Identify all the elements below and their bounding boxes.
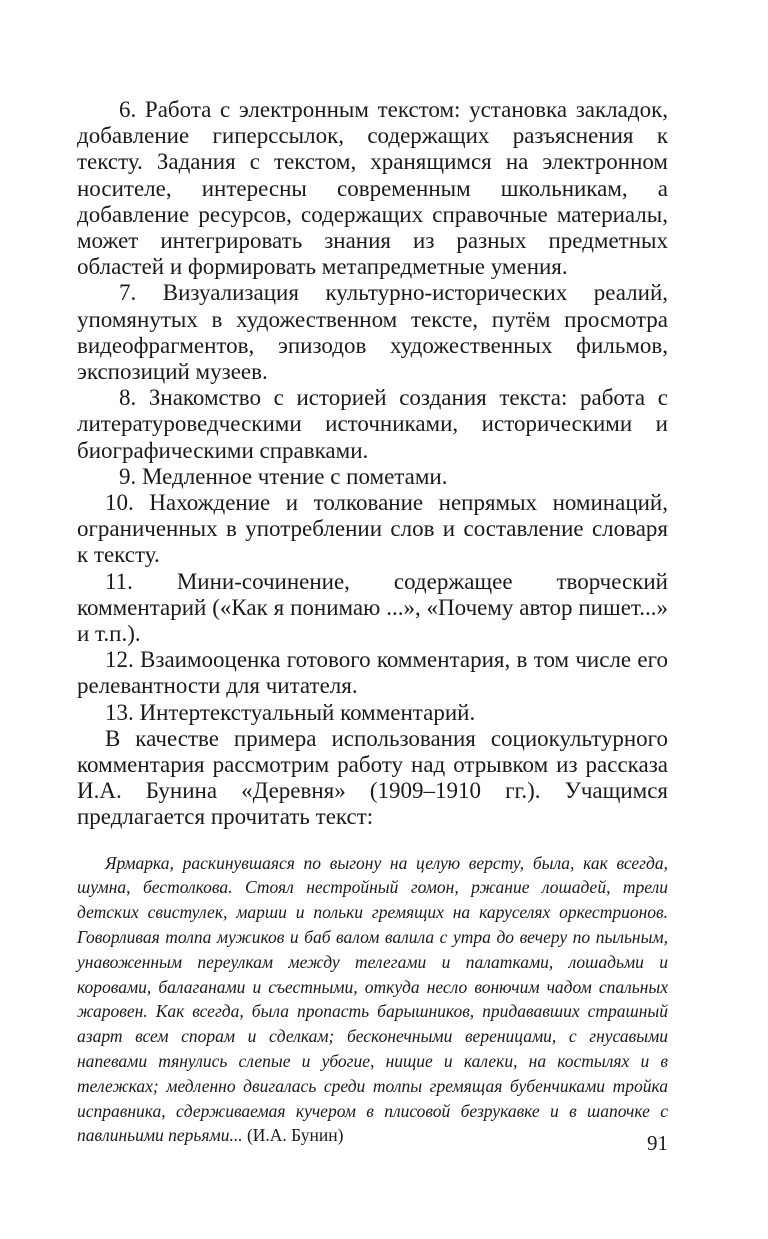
paragraph-item-11: 11. Мини-сочинение, содержащее творческий комментарий («Как я понимаю ...», «Почему автор пишет...» и т.п.). xyxy=(77,568,668,647)
page-body xyxy=(77,97,668,1148)
bunin-quote xyxy=(77,851,668,1149)
paragraph-item-10: 10. Нахождение и толкование непрямых номинаций, ограниченных в употреблении слов и составление словаря к тексту. xyxy=(77,490,668,568)
page-number: 91 xyxy=(647,1131,668,1155)
paragraph-item-7: 7. Визуализация культурно-исторических реалий, упомянутых в художественном тексте, путём просмотра видеофрагментов, эпизодов художественных фильмов, экспозиций музеев. xyxy=(77,280,668,385)
paragraph-item-8: 8. Знакомство с историей создания текста: работа с литературоведческими источниками, историческими и биографическими справками. xyxy=(77,385,668,463)
quote-text: Ярмарка, раскинувшаяся по выгону на целую версту, была, как всегда, шумна, бестолкова. Стоял нестройный гомон, ржание лошадей, трели детских свистулек, марши и польки гремящих на каруселях оркестрионов. Говорливая толпа мужиков и баб валом валила с утра до вечеру по пыльным, унавоженным переулкам между телегами и палатками, лошадьми и коровами, балаганами и съестными, откуда несло вонючим чадом спальных жаровен. Как всегда, была пропасть барышников, придававших страшный азарт всем спорам и сделкам; бесконечными вереницами, с гнусавыми напевами тянулись слепые и убогие, нищие и калеки, на костылях и в тележках; медленно двигалась среди толпы гремящая бубенчиками тройка исправника, сдерживаемая кучером в плисовой безрукавке и в шапочке с павлиньими перьями... xyxy=(77,852,668,1146)
paragraph-example-intro: В качестве примера использования социокультурного комментария рассмотрим работу над отрывком из рассказа И.А. Бунина «Деревня» (1909–1910 гг.). Учащимся предлагается прочитать текст: xyxy=(77,725,668,830)
paragraph-item-12: 12. Взаимооценка готового комментария, в том числе его релевантности для читателя. xyxy=(77,647,668,699)
quote-author: (И.А. Бунин) xyxy=(246,1125,344,1146)
paragraph-item-6: 6. Работа с электронным текстом: установка закладок, добавление гиперссылок, содержащих разъяснения к тексту. Задания с текстом, хранящимся на электронном носителе, интересны современным школьникам, а добавление ресурсов, содержащих справочные материалы, может интегрировать знания из разных предметных областей и формировать метапредметные умения. xyxy=(77,97,668,280)
paragraph-item-13: 13. Интертекстуальный комментарий. xyxy=(105,699,476,725)
paragraph-item-9: 9. Медленное чтение с пометами. xyxy=(119,463,448,489)
